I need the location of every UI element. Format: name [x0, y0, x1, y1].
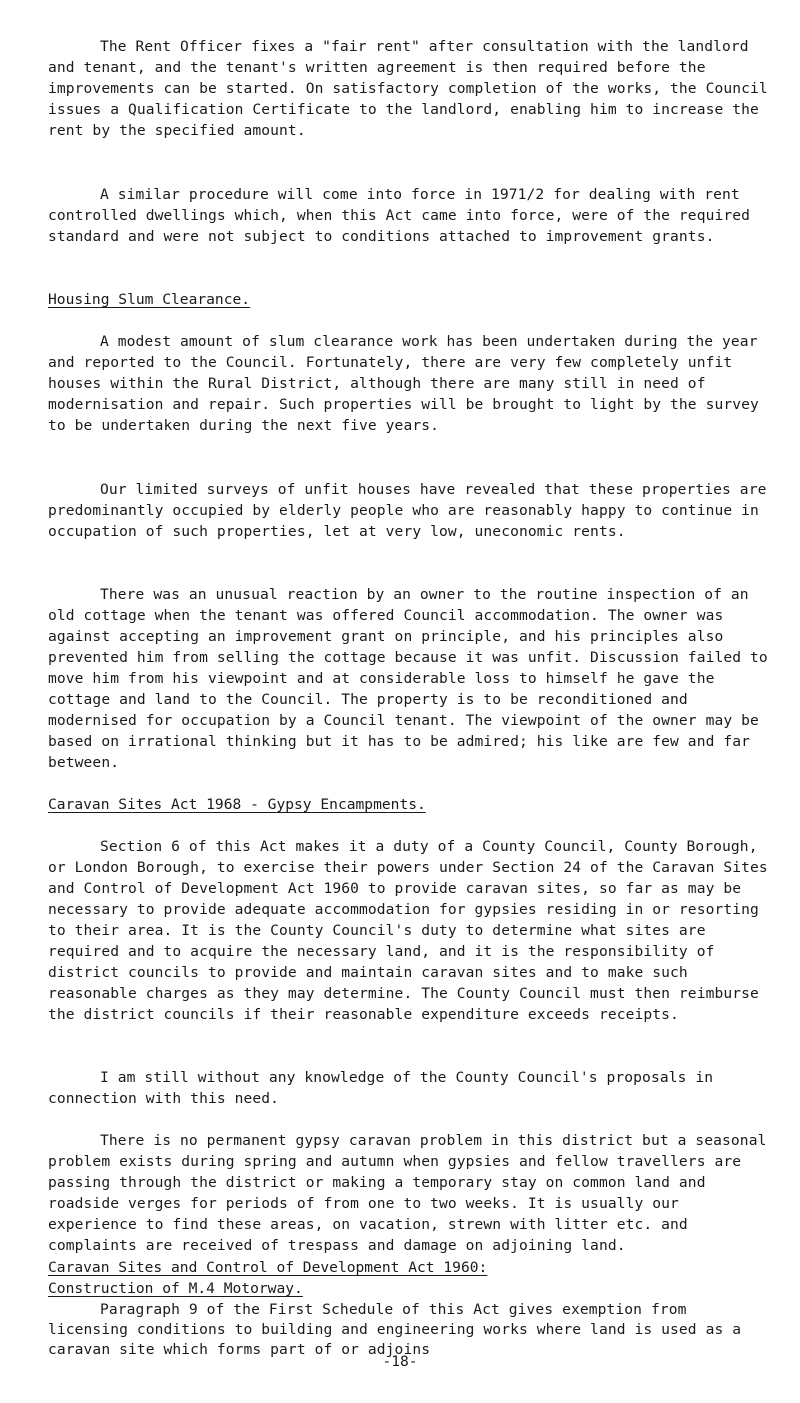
paragraph-limited-surveys: Our limited surveys of unfit houses have revealed that these properties are predominantly occupied by elderly people who are reasonably happy to continue in occupation of such properties, let at very low, uneconomic rents.	[48, 481, 767, 540]
paragraph-gypsy-problem: There is no permanent gypsy caravan problem in this district but a seasonal problem exists during spring and autumn when gypsies and fellow travellers are passing through the district or making a temporary stay on common land and roadside verges for periods of from one to two weeks. It is usually our experience to find these areas, on vacation, strewn with litter etc. and complaints are received of trespass and damage on adjoining land.	[48, 1132, 767, 1254]
heading-text: Caravan Sites Act 1968 - Gypsy Encampments.	[48, 796, 426, 813]
paragraph-first-schedule: Paragraph 9 of the First Schedule of this Act gives exemption from licensing conditions to building and engineering works where land is used as a caravan site which forms part of or adjoins	[48, 1301, 742, 1358]
paragraph-without-knowledge: I am still without any knowledge of the County Council's proposals in connection with this need.	[48, 1069, 714, 1107]
heading-text-line-1: Caravan Sites and Control of Development Act 1960:	[48, 1259, 488, 1276]
paragraph-fair-rent: The Rent Officer fixes a "fair rent" after consultation with the landlord and tenant, and the tenant's written agreement is then required before the improvements can be started. On satisfactory completion of the works, the Council issues a Qualification Certificate to the landlord, enabling him to increase the rent by the specified amount.	[48, 38, 768, 139]
heading-text-line-2: Construction of M.4 Motorway.	[48, 1280, 303, 1297]
page-number: -18-	[382, 1353, 418, 1370]
paragraph-unusual-reaction: There was an unusual reaction by an owner to the routine inspection of an old cottage when the tenant was offered Council accommodation. The owner was against accepting an improvement grant on principle, and his principles also prevented him from selling the cottage because it was unfit. Discussion failed to move him from his viewpoint and at considerable loss to himself he gave the cottage and land to the Council. The property is to be reconditioned and modernised for occupation by a Council tenant. The viewpoint of the owner may be based on irrational thinking but it has to be admired; his like are few and far between.	[48, 586, 768, 771]
heading-housing-slum-clearance	[48, 289, 773, 310]
paragraph-slum-clearance: A modest amount of slum clearance work has been undertaken during the year and reported to the Council. Fortunately, there are very few completely unfit houses within the Rural District, although there are many still in need of modernisation and repair. Such properties will be brought to light by the survey to be undertaken during the next five years.	[48, 333, 759, 434]
paragraph-section-6: Section 6 of this Act makes it a duty of a County Council, County Borough, or London Borough, to exercise their powers under Section 24 of the Caravan Sites and Control of Development Act 1960 to provide caravan sites, so far as may be necessary to provide adequate accommodation for gypsies residing in or resorting to their area. It is the County Council's duty to determine what sites are required and to acquire the necessary land, and it is the responsibility of district councils to provide and maintain caravan sites and to make such reasonable charges as they may determine. The County Council must then reimburse the district councils if their reasonable expenditure exceeds receipts.	[48, 838, 768, 1023]
heading-text: Housing Slum Clearance.	[48, 291, 251, 308]
heading-control-of-development	[48, 1257, 773, 1299]
paragraph-similar-procedure: A similar procedure will come into force in 1971/2 for dealing with rent controlled dwellings which, when this Act came into force, were of the required standard and were not subject to conditions attached to improvement grants.	[48, 186, 751, 245]
heading-caravan-sites-act	[48, 794, 773, 815]
